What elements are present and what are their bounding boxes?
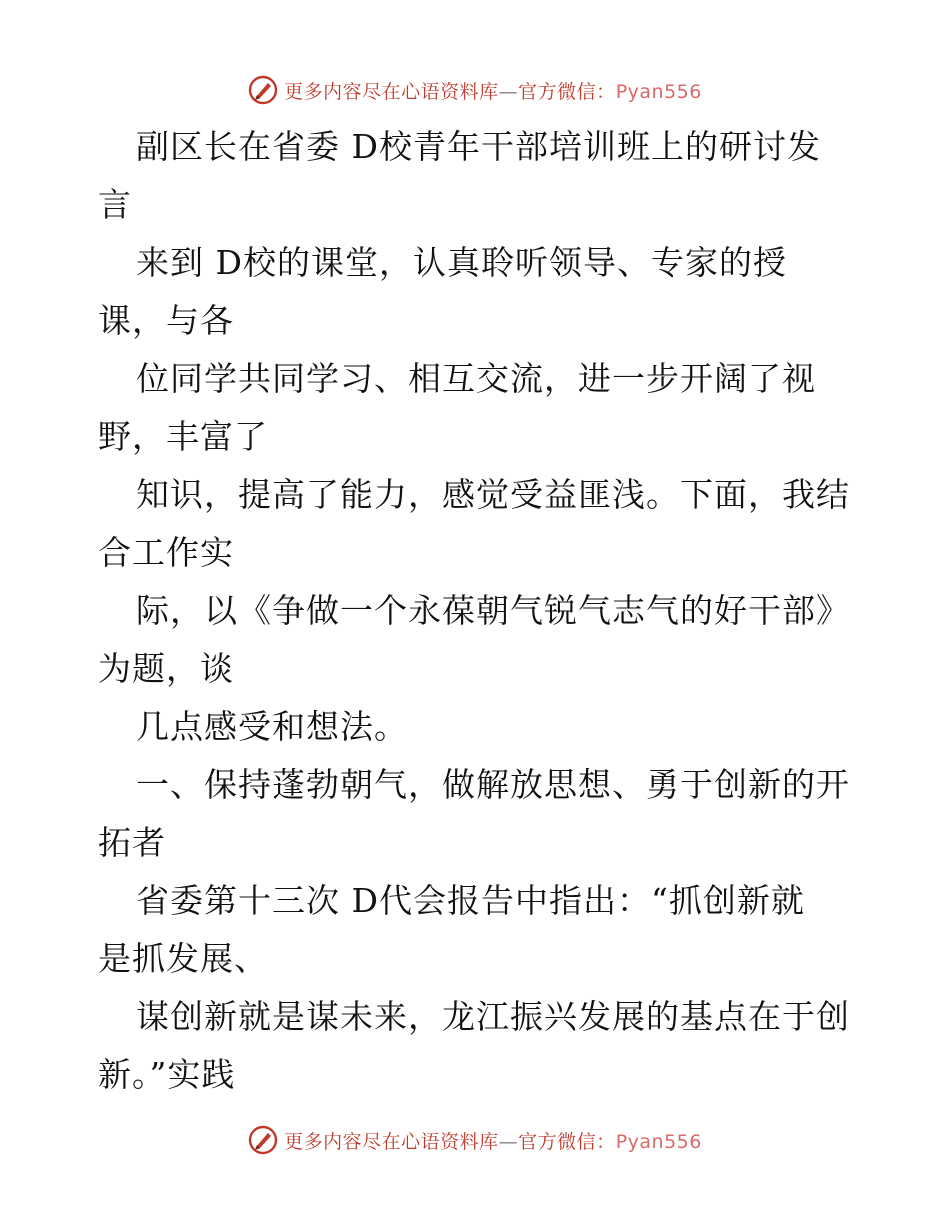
document-body <box>98 118 858 1104</box>
text-line: 几点感受和想法。 <box>136 707 408 746</box>
text-line: 合工作实 <box>98 533 234 572</box>
text-line: 位同学共同学习、相互交流，进一步开阔了视 <box>136 359 816 398</box>
banner-text <box>284 1127 702 1154</box>
text-line: 野，丰富了 <box>98 417 268 456</box>
text-line: 谋创新就是谋未来，龙江振兴发展的基点在于创 <box>136 997 850 1036</box>
text-line: 一、保持蓬勃朝气，做解放思想、勇于创新的开 <box>136 765 850 804</box>
text-line: 副区长在省委 D校青年干部培训班上的研讨发 <box>136 127 821 166</box>
banner-official-text: 官方微信： <box>518 1130 616 1153</box>
banner-official-text: 官方微信： <box>518 80 616 103</box>
banner-wechat-id: Pyan556 <box>615 1130 702 1153</box>
text-line: 知识，提高了能力，感觉受益匪浅。下面，我结 <box>136 475 850 514</box>
text-line: 际，以《争做一个永葆朝气锐气志气的好干部》 <box>136 591 850 630</box>
text-line: 省委第十三次 D代会报告中指出：“抓创新就 <box>136 881 805 920</box>
banner-wechat-id: Pyan556 <box>615 80 702 103</box>
header-banner <box>0 70 950 110</box>
text-line: 言 <box>98 185 132 224</box>
text-line: 来到 D校的课堂，认真聆听领导、专家的授 <box>136 243 787 282</box>
text-line: 课，与各 <box>98 301 234 340</box>
banner-separator: — <box>498 80 519 103</box>
text-line: 拓者 <box>98 823 166 862</box>
text-line: 新。”实践 <box>98 1055 236 1094</box>
banner-text <box>284 77 702 104</box>
banner-site-text: 更多内容尽在心语资料库 <box>284 80 499 103</box>
footer-banner <box>0 1120 950 1160</box>
quill-pen-icon <box>248 1125 278 1155</box>
banner-site-text: 更多内容尽在心语资料库 <box>284 1130 499 1153</box>
text-line: 是抓发展、 <box>98 939 268 978</box>
banner-separator: — <box>498 1130 519 1153</box>
quill-pen-icon <box>248 75 278 105</box>
text-line: 为题，谈 <box>98 649 234 688</box>
